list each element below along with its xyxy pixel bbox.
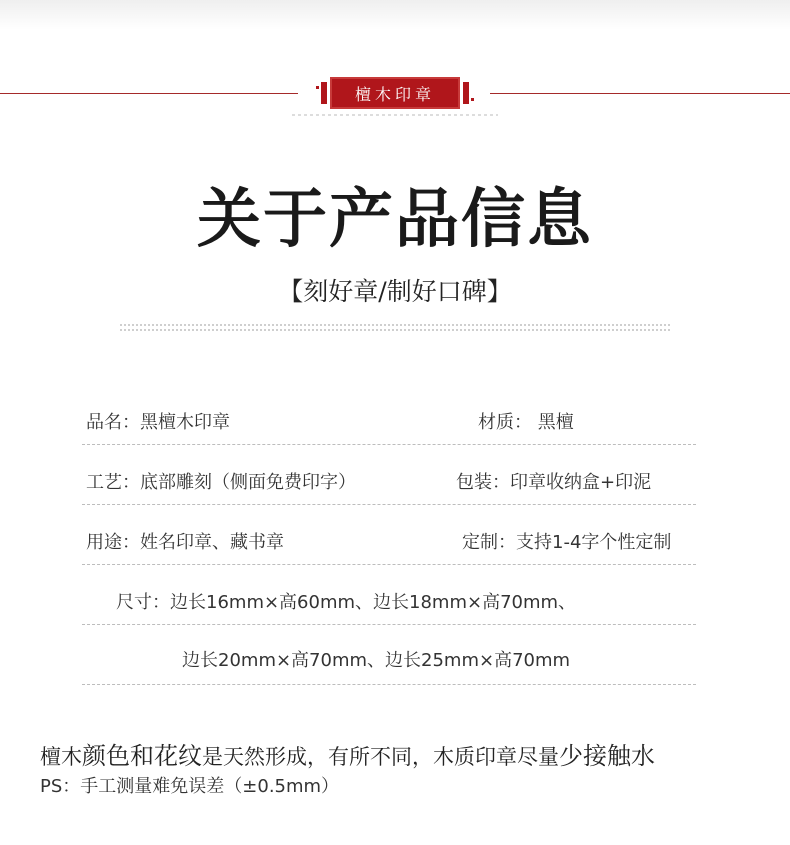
care-note-a: 檀木 <box>40 745 82 769</box>
spec-row <box>82 566 696 625</box>
decorative-fineprint <box>120 321 670 335</box>
spec-row <box>82 386 696 445</box>
care-note-d: 少接触水 <box>559 742 655 770</box>
measurement-note: PS：手工测量难免误差（±0.5mm） <box>40 776 340 797</box>
header-rule-right <box>490 93 790 94</box>
tag-dot <box>471 98 474 101</box>
spec-material: 材质： 黑檀 <box>478 412 574 433</box>
page-title: 关于产品信息 <box>197 182 593 257</box>
spec-craft: 工艺：底部雕刻（侧面免费印字） <box>86 472 356 493</box>
care-note-b: 颜色和花纹 <box>82 742 202 770</box>
spec-packaging: 包装：印章收纳盒+印泥 <box>456 472 652 493</box>
header-rule-left <box>0 93 298 94</box>
spec-custom: 定制：支持1-4字个性定制 <box>462 532 672 553</box>
top-shade <box>0 0 790 30</box>
spec-row <box>82 446 696 505</box>
tag-edge-left <box>321 82 327 104</box>
section-tag: 檀木印章 <box>330 77 460 109</box>
tag-fineprint <box>292 114 498 116</box>
spec-row <box>82 626 696 685</box>
care-note-c: 是天然形成，有所不同，木质印章尽量 <box>202 745 559 769</box>
care-note <box>40 736 655 771</box>
spec-usage: 用途：姓名印章、藏书章 <box>86 532 284 553</box>
page-subtitle: 【刻好章/制好口碑】 <box>278 277 512 306</box>
spec-row <box>82 506 696 565</box>
tag-dot <box>316 86 319 89</box>
spec-name: 品名：黑檀木印章 <box>86 412 230 433</box>
tag-edge-right <box>463 82 469 104</box>
spec-size-line1: 尺寸：边长16mm×高60mm、边长18mm×高70mm、 <box>116 592 577 613</box>
spec-size-line2: 边长20mm×高70mm、边长25mm×高70mm <box>182 650 571 671</box>
